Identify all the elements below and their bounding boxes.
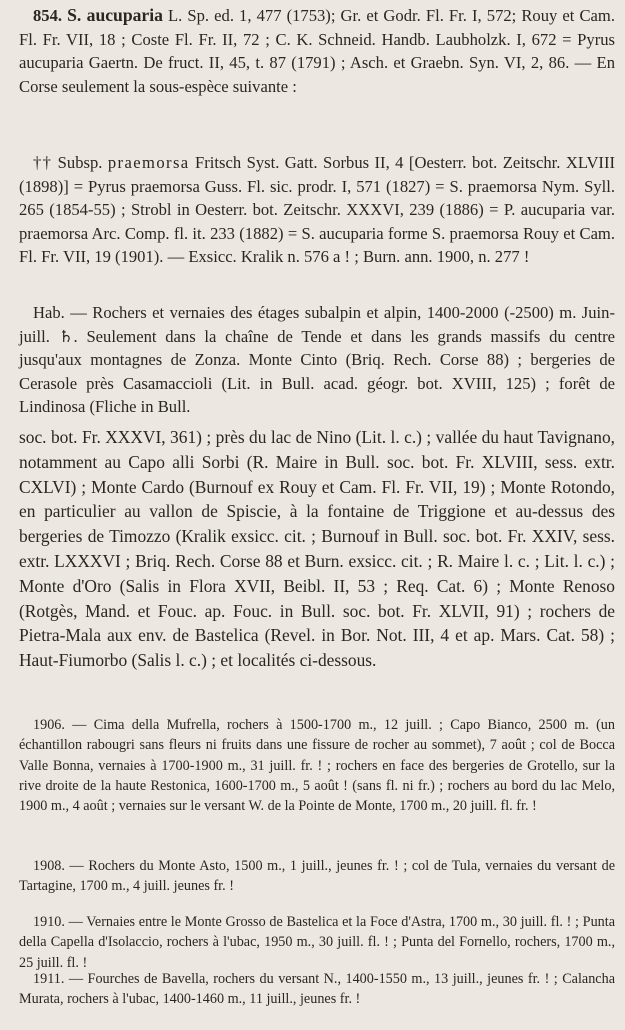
species-references: L. Sp. ed. 1, 477 (1753); Gr. et Godr. Fl. Fr. I, 572; Rouy et Cam. Fl. Fr. VII, 18 ; Coste Fl. Fr. II, 72 ; C. K. Schneid. Handb. Laubholzk. I, 672 = Pyrus aucuparia Gaertn. De fruct. II, 45, t. 87 (1791) ; Asch. et Graebn. Syn. VI, 2, 86. — En Corse seulement la sous-espèce suivante : xyxy=(19,6,615,96)
subspecies-name: praemorsa xyxy=(107,153,190,172)
observation-1911: 1911. — Fourches de Bavella, rochers du versant N., 1400-1550 m., 13 juill., jeunes fr. ! ; Calancha Murata, rochers à l'ubac, 1400-1460 m., 11 juill., jeunes fr. ! xyxy=(19,971,615,1008)
observation-1910: 1910. — Vernaies entre le Monte Grosso de Bastelica et la Foce d'Astra, 1700 m., 30 juill. fl. ! ; Punta della Capella d'Isolaccio, rochers à l'ubac, 1950 m., 30 juill. fl. ! ; Punta del Fornello, rochers, 1700 m., 25 juill. fl. ! xyxy=(19,914,615,971)
subspecies-entry xyxy=(19,151,615,269)
observation-1906: 1906. — Cima della Mufrella, rochers à 1500-1700 m., 12 juill. ; Capo Bianco, 2500 m. (un échantillon rabougri sans fleurs ni fruits dans une fissure de rocher au sommet), 7 août ; col de Bocca Valle Bonna, vernaies à 1700-1900 m., 31 juill. fr. ! ; rochers en face des bergeries de Grotello, sur la rive droite de la haute Restonica, 1600-1700 m., 5 août ! (sans fl. ni fr.) ; rochers au bord du lac Melo, 1900 m., 4 août ; vernaies sur le versant W. de la Pointe de Monte, 1700 m., 20 juill. fl. fr. ! xyxy=(19,717,615,815)
subspecies-references: Fritsch Syst. Gatt. Sorbus II, 4 [Oesterr. bot. Zeitschr. XLVIII (1898)] = Pyrus praemorsa Guss. Fl. sic. prodr. I, 571 (1827) = S. praemorsa Nym. Syll. 265 (1854-55) ; Strobl in Oesterr. bot. Zeitschr. XXXVI, 239 (1886) = P. aucuparia var. praemorsa Arc. Comp. fl. it. 233 (1882) = S. aucuparia forme S. praemorsa Rouy et Cam. Fl. Fr. VII, 19 (1901). — Exsicc. Kralik n. 576 a ! ; Burn. ann. 1900, n. 277 ! xyxy=(19,153,615,267)
entry-number: 854. xyxy=(33,6,63,25)
habitat-paragraph: Hab. — Rochers et vernaies des étages subalpin et alpin, 1400-2000 (-2500) m. Juin-juill. ♄. Seulement dans la chaîne de Tende et dans les grands massifs du centre jusqu'aux montagnes de Zonza. Monte Cinto (Briq. Rech. Corse 88) ; bergeries de Cerasole près Casamaccioli (Lit. in Bull. acad. géogr. bot. XVIII, 125) ; forêt de Lindinosa (Fliche in Bull. xyxy=(19,303,615,417)
species-entry xyxy=(19,4,615,98)
observation-1908: 1908. — Rochers du Monte Asto, 1500 m., 1 juill., jeunes fr. ! ; col de Tula, vernaies du versant de Tartagine, 1700 m., 4 juill. jeunes fr. ! xyxy=(19,858,615,895)
habitat-localities: soc. bot. Fr. XXXVI, 361) ; près du lac de Nino (Lit. l. c.) ; vallée du haut Tavignano, notamment au Capo alli Sorbi (R. Maire in Bull. soc. bot. Fr. XLVIII, sess. extr. CXLVI) ; Monte Cardo (Burnouf ex Rouy et Cam. Fl. Fr. VII, 19) ; Monte Rotondo, en particulier au vallon de Spiscie, à la fontaine de Triggione et au-dessus des bergeries de Timozzo (Kralik exsicc. cit. ; Burnouf in Bull. soc. bot. Fr. XXIV, sess. extr. LXXXVI ; Briq. Rech. Corse 88 et Burn. exsicc. cit. ; R. Maire l. c. ; Lit. l. c.) ; Monte d'Oro (Salis in Flora XVII, Beibl. II, 53 ; Req. Cat. 6) ; Monte Renoso (Rotgès, Mand. et Fouc. ap. Fouc. in Bull. soc. bot. Fr. XLVII, 91) ; rochers de Pietra-Mala aux env. de Bastelica (Revel. in Bor. Not. III, 4 et ap. Mars. Cat. 58) ; Haut-Fiumorbo (Salis l. c.) ; et localités ci-dessous. xyxy=(19,427,615,671)
subspecies-marker: †† Subsp. xyxy=(33,153,103,172)
species-name: S. aucuparia xyxy=(67,5,163,25)
